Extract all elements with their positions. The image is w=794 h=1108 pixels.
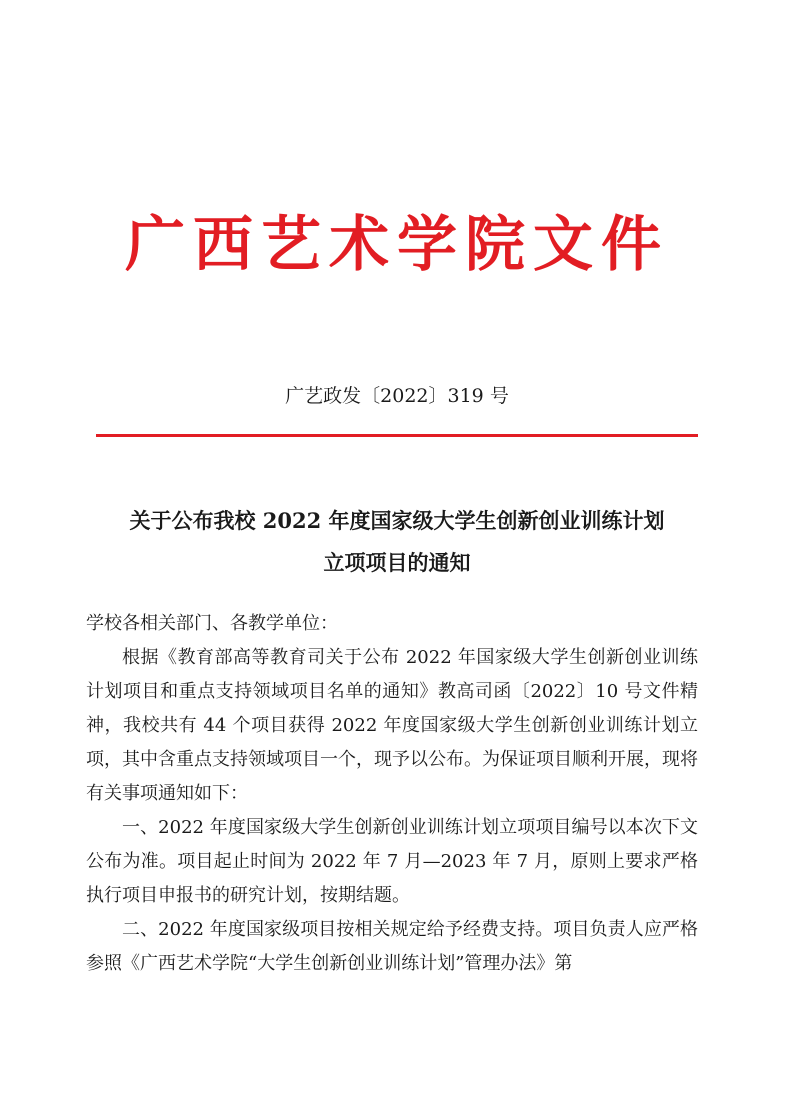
salutation: 学校各相关部门、各教学单位： — [86, 613, 338, 634]
notice-title — [60, 500, 734, 584]
document-number: 广艺政发〔2022〕319 号 — [285, 385, 509, 407]
masthead-title: 广西艺术学院文件 — [125, 210, 669, 280]
paragraph-item-1: 一、2022 年度国家级大学生创新创业训练计划立项项目编号以本次下文公布为准。项目起止时间为 2022 年 7 月—2023 年 7 月，原则上要求严格执行项目申报书的研究计划，按期结题。 — [86, 817, 698, 906]
red-divider-line — [96, 434, 698, 437]
notice-title-line-1: 关于公布我校 2022 年度国家级大学生创新创业训练计划 — [129, 508, 665, 533]
paragraph-intro: 根据《教育部高等教育司关于公布 2022 年国家级大学生创新创业训练计划项目和重点支持领域项目名单的通知》教高司函〔2022〕10 号文件精神，我校共有 44 个项目获得 2022 年度国家级大学生创新创业训练计划立项，其中含重点支持领域项目一个，现予以公布。为保证项目顺利开展，现将有关事项通知如下： — [86, 647, 698, 804]
paragraph-item-2: 二、2022 年度国家级项目按相关规定给予经费支持。项目负责人应严格参照《广西艺术学院“大学生创新创业训练计划”管理办法》第 — [86, 919, 698, 974]
notice-title-line-2: 立项项目的通知 — [323, 550, 471, 575]
notice-body — [86, 607, 698, 981]
